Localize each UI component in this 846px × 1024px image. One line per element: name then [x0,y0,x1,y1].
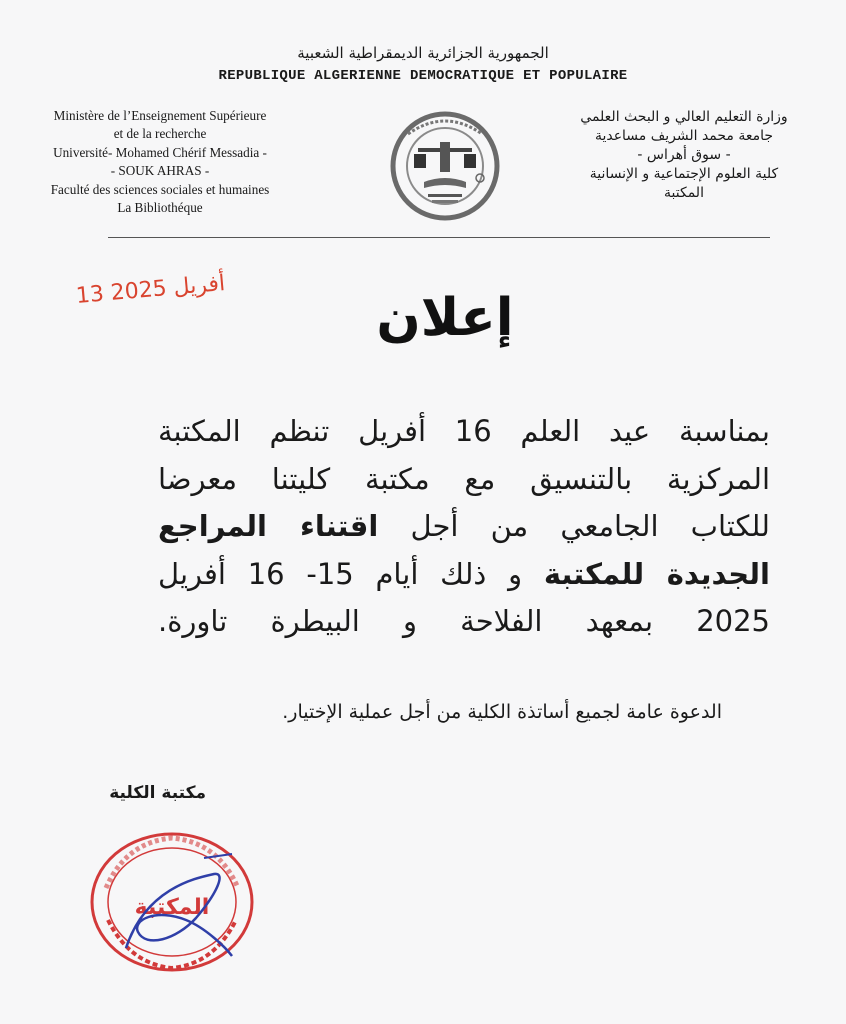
body-line-4 [158,551,770,599]
body-line-3 [158,503,770,551]
city-line: - SOUK AHRAS - [110,163,210,179]
header-right-arabic [554,108,814,203]
republic-title-french: REPUBLIQUE ALGERIENNE DEMOCRATIQUE ET POPULAIRE [218,68,628,84]
university-line: Université- Mohamed Chérif Messadia - [53,144,267,160]
faculty-line-ar: كلية العلوم الإجتماعية و الإنسانية [589,166,779,182]
ministry-line: Ministère de l’Enseignement Supérieure [53,108,267,123]
body-line-4-text: و ذلك أيام 15- 16 أفريل [158,556,544,591]
republic-title-arabic: الجمهورية الجزائرية الديمقراطية الشعبية [297,44,549,62]
body-line-4-bold: الجديدة للمكتبة [543,556,770,591]
university-logo-icon [388,104,502,226]
announcement-title: إعلان [376,288,514,348]
official-seal-icon [86,828,262,978]
library-line-ar: المكتبة [664,185,704,201]
city-line-ar: - سوق أهراس - [637,147,731,163]
faculty-line: Faculté des sciences sociales et humaines [50,181,270,197]
body-line-3-bold: اقتناء المراجع [158,509,379,543]
body-line-1: بمناسبة عيد العلم 16 أفريل تنظم المكتبة [158,414,770,448]
ministry-line-ar: وزارة التعليم العالي و البحث العلمي [580,109,788,125]
header-left-french [20,107,300,217]
seal-center-text: المكتبة [134,895,210,920]
announcement-body [158,408,770,646]
header-divider [108,237,770,238]
invitation-text: الدعوة عامة لجميع أساتذة الكلية من أجل عملية الإختيار. [282,701,722,723]
university-line-ar: جامعة محمد الشريف مساعدية [594,128,774,144]
signature-label: مكتبة الكلية [109,783,206,803]
date-stamp: 13 أفريل 2025 [74,271,227,309]
ministry-line-2: et de la recherche [113,126,207,142]
body-line-2: المركزية بالتنسيق مع مكتبة كليتنا معرضا [158,461,770,496]
body-line-5: 2025 بمعهد الفلاحة و البيطرة تاورة. [158,604,770,638]
body-line-3-text: للكتاب الجامعي من أجل [378,509,770,543]
library-line: La Bibliothéque [117,200,203,216]
